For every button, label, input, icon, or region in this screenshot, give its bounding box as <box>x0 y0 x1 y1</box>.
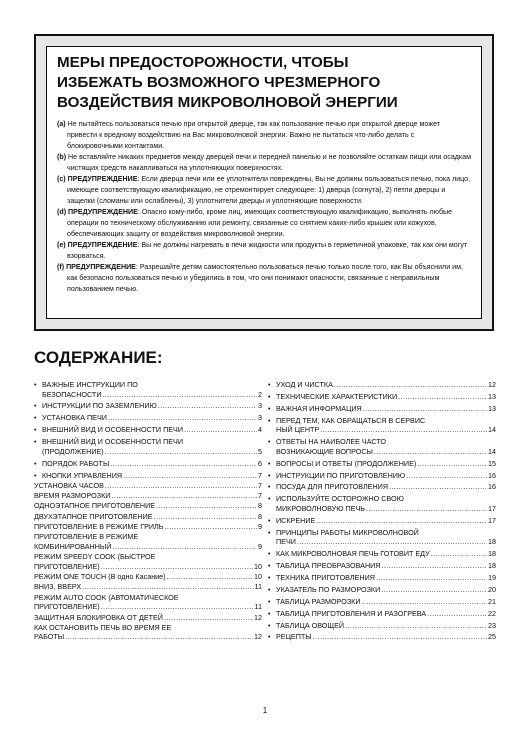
toc-entry[interactable] <box>268 609 496 619</box>
toc-entry[interactable] <box>268 482 496 492</box>
toc-entry-page: 17 <box>488 503 496 513</box>
toc-entry-page: 10 <box>254 561 262 571</box>
clause-text: Не вставляйте никаких предметов между дверцей печи и передней панелью и не позволяйте остаткам пищи или осадкам чистящих средств накапливаться на уплотняющих поверхностях. <box>67 153 471 172</box>
toc-entry[interactable] <box>34 425 262 435</box>
toc-entry-label: • ВНЕШНИЙ ВИД И ОСОБЕННОСТИ ПЕЧИ <box>42 425 183 435</box>
toc-leader-dots <box>320 425 487 435</box>
toc-entry[interactable] <box>268 459 496 469</box>
toc-entry-label: ПРИГОТОВЛЕНИЕ) <box>34 602 100 612</box>
toc-entry[interactable] <box>34 582 262 592</box>
toc-entry-label: • УХОД И ЧИСТКА <box>276 380 333 389</box>
clause-text: : Опасно кому-либо, кроме лиц, имеющих соответствующую квалификацию, выполнять любые операции по техническому обслуживанию или ремонту, связанные со снятием каких-либо крышек или кожухов, обеспечивающих защиту от воздействия микроволновой энергии. <box>67 208 453 238</box>
toc-entry-label: • ВОПРОСЫ И ОТВЕТЫ (ПРОДОЛЖЕНИЕ) <box>276 458 417 468</box>
toc-entry[interactable] <box>34 491 262 501</box>
toc-entry-page: 18 <box>488 561 496 571</box>
toc-title: СОДЕРЖАНИЕ: <box>34 348 163 367</box>
toc-entry-page: 12 <box>254 612 262 622</box>
warning-clause <box>57 240 471 262</box>
page-number: 1 <box>262 706 268 715</box>
toc-leader-dots <box>313 632 487 642</box>
toc-entry-page: 16 <box>488 482 496 492</box>
toc-entry-label: • ТЕХНИЧЕСКИЕ ХАРАКТЕРИСТИКИ <box>276 391 398 401</box>
toc-entry[interactable] <box>34 522 262 532</box>
toc-entry-label: • ПЕРЕД ТЕМ, КАК ОБРАЩАТЬСЯ В СЕРВИС <box>276 415 426 425</box>
toc-leader-dots <box>417 459 487 469</box>
clause-warning-label: ПРЕДУПРЕЖДЕНИЕ <box>67 241 138 249</box>
toc-leader-dots <box>101 602 254 612</box>
toc-leader-dots <box>156 501 257 511</box>
toc-entry-label: • ВНЕШНИЙ ВИД И ОСОБЕННОСТИ ПЕЧИ <box>42 437 183 447</box>
toc-column-right <box>268 380 496 644</box>
toc-entry-page: 3 <box>258 401 262 411</box>
toc-leader-dots <box>376 573 487 583</box>
clause-warning-label: ПРЕДУПРЕЖДЕНИЕ <box>67 175 138 183</box>
toc-entry-label: • ТАБЛИЦА РАЗМОРОЗКИ <box>276 596 361 606</box>
toc-entry-label: ВРЕМЯ РАЗМОРОЗКИ <box>34 491 111 501</box>
toc-entry[interactable] <box>268 404 496 414</box>
toc-entry-label: • КАК МИКРОВОЛНОВАЯ ПЕЧЬ ГОТОВИТ ЕДУ <box>276 549 430 559</box>
toc-entry[interactable] <box>34 572 262 582</box>
toc-entry[interactable] <box>34 401 262 411</box>
toc-entry-label: ПРИГОТОВЛЕНИЕ В РЕЖИМЕ ГРИЛЬ <box>34 522 164 532</box>
toc-entry-label: РЕЖИМ ONE TOUCH (В одно Касание) <box>34 572 166 582</box>
warning-clause <box>57 152 471 174</box>
warning-clause <box>57 262 471 295</box>
toc-entry-label: • ИСПОЛЬЗУЙТЕ ОСТОРОЖНО СВОЮ <box>276 494 404 504</box>
toc-entry-label: РЕЖИМ SPEEDY COOK (БЫСТРОЕ <box>34 552 156 562</box>
warning-clause <box>57 174 471 207</box>
toc-leader-dots <box>316 516 487 526</box>
toc-entry[interactable] <box>268 573 496 583</box>
toc-leader-dots <box>65 632 253 642</box>
warning-title <box>57 53 471 113</box>
toc-entry[interactable] <box>268 392 496 402</box>
toc-leader-dots <box>431 549 487 559</box>
toc-entry-page: 22 <box>488 608 496 618</box>
toc-entry-page: 7 <box>258 480 262 490</box>
warning-clauses <box>57 119 471 295</box>
warning-box <box>34 34 494 331</box>
toc-entry[interactable] <box>268 585 496 595</box>
toc-leader-dots <box>105 481 257 491</box>
toc-entry-label: МИКРОВОЛНОВУЮ ПЕЧЬ <box>276 503 365 513</box>
toc-leader-dots <box>123 471 257 481</box>
toc-entry-label: ПЕЧИ <box>276 537 296 547</box>
warning-panel <box>46 46 482 319</box>
toc-entry-page: 4 <box>258 425 262 435</box>
toc-entry[interactable] <box>34 532 262 551</box>
toc-entry-page: 19 <box>488 572 496 582</box>
toc-entry[interactable] <box>268 380 496 390</box>
toc-leader-dots <box>101 562 253 572</box>
toc-leader-dots <box>363 404 487 414</box>
toc-entry[interactable] <box>34 613 262 623</box>
toc-leader-dots <box>427 609 487 619</box>
toc-entry[interactable] <box>34 501 262 511</box>
toc-entry[interactable] <box>268 561 496 571</box>
toc-leader-dots <box>105 447 257 457</box>
toc-entry[interactable] <box>34 413 262 423</box>
toc-entry[interactable] <box>268 416 496 435</box>
toc-entry[interactable] <box>34 380 262 399</box>
toc-entry-label: ВОЗНИКАЮЩИЕ ВОПРОСЫ <box>276 446 373 456</box>
toc-entry-label: • ИНСТРУКЦИИ ПО ПРИГОТОВЛЕНИЮ <box>276 470 406 480</box>
toc-entry-label: НЫЙ ЦЕНТР <box>276 425 320 435</box>
toc-entry-label: • ТАБЛИЦА ПРИГОТОВЛЕНИЯ И РАЗОГРЕВА <box>276 608 427 618</box>
toc-leader-dots <box>112 542 257 552</box>
toc-leader-dots <box>297 537 487 547</box>
toc-entry-label: • УСТАНОВКА ПЕЧИ <box>42 413 107 423</box>
toc-entry[interactable] <box>34 459 262 469</box>
toc-leader-dots <box>184 425 257 435</box>
toc-entry-page: 8 <box>258 511 262 521</box>
toc-leader-dots <box>158 401 257 411</box>
toc-entry[interactable] <box>268 494 496 513</box>
clause-text: : Вы не должны нагревать в печи жидкости или продукты в герметичной упаковке, так как они могут взорваться. <box>67 241 468 260</box>
toc-leader-dots <box>366 504 487 514</box>
toc-entry[interactable] <box>268 549 496 559</box>
toc-leader-dots <box>345 621 487 631</box>
toc-leader-dots <box>111 491 257 501</box>
toc-entry-label: • РЕЦЕПТЫ <box>276 632 312 642</box>
toc-entry-label: КАК ОСТАНОВИТЬ ПЕЧЬ ВО ВРЕМЯ ЕЕ <box>34 622 172 632</box>
toc-column-left <box>34 380 262 644</box>
clause-warning-label: ПРЕДУПРЕЖДЕНИЕ <box>68 208 138 216</box>
clause-text: : Разрешайте детям самостоятельно пользоваться печью только после того, как Вы объяснили им, как безопасно пользоваться печью и убедились в том, что они понимают опасности, связанные с неправильным пользованием печью. <box>67 263 463 293</box>
toc-entry[interactable] <box>34 552 262 571</box>
toc-entry-label: КОМБИНИРОВАННЫЙ <box>34 541 112 551</box>
toc-entry-label: • ИНСТРУКЦИИ ПО ЗАЗЕМЛЕНИЮ <box>42 401 157 411</box>
toc-entry-page: 23 <box>488 620 496 630</box>
toc-entry-label: РЕЖИМ AUTO COOK (АВТОМАТИЧЕСКОЕ <box>34 592 179 602</box>
clause-marker: (c) <box>57 175 66 183</box>
toc-entry-label: РАБОТЫ <box>34 632 65 642</box>
toc-entry-page: 12 <box>488 380 496 389</box>
toc-entry-page: 11 <box>254 582 262 592</box>
toc-entry-label: ВНИЗ, ВВЕРХ <box>34 582 82 592</box>
toc-entry-page: 18 <box>488 549 496 559</box>
toc-entry-label: ПРИГОТОВЛЕНИЕ В РЕЖИМЕ <box>34 532 139 542</box>
toc-leader-dots <box>362 597 487 607</box>
toc-entry-label: • ВАЖНЫЕ ИНСТРУКЦИИ ПО <box>42 380 138 389</box>
clause-text: : Если дверца печи или ее уплотнители повреждены, Вы не должны пользоваться печью, пока лицо, имеющее соответствующую квалификацию, не отремонтирует следующее: 1) дверца (согнута), 2) петли дверцы и защелки (сломаны или ослаблены), 3) уплотнители дверцы и уплотняющие поверхности. <box>67 175 471 205</box>
toc-entry[interactable] <box>268 437 496 456</box>
toc-leader-dots <box>164 522 257 532</box>
toc-entry[interactable] <box>34 623 262 642</box>
warning-clause <box>57 207 471 240</box>
toc-entry-page: 14 <box>488 425 496 435</box>
toc-leader-dots <box>381 585 487 595</box>
toc-leader-dots <box>398 392 487 402</box>
clause-marker: (f) <box>57 263 65 271</box>
toc-leader-dots <box>382 561 488 571</box>
toc-entry-page: 7 <box>258 470 262 480</box>
toc-leader-dots <box>154 512 257 522</box>
toc-entry-label: • ВАЖНАЯ ИНФОРМАЦИЯ <box>276 403 362 413</box>
toc-leader-dots <box>108 413 257 423</box>
toc-entry-label: • ТАБЛИЦА ОВОЩЕЙ <box>276 620 345 630</box>
toc-entry-label: • ПРИНЦИПЫ РАБОТЫ МИКРОВОЛНОВОЙ <box>276 527 419 537</box>
toc-entry-page: 5 <box>258 446 262 456</box>
toc-entry[interactable] <box>268 471 496 481</box>
toc-leader-dots <box>389 482 487 492</box>
toc-entry-page: 15 <box>488 458 496 468</box>
toc-entry-label: • ОТВЕТЫ НА НАИБОЛЕЕ ЧАСТО <box>276 437 386 447</box>
toc-entry[interactable] <box>268 528 496 547</box>
toc-entry[interactable] <box>34 481 262 491</box>
toc-entry-page: 6 <box>258 458 262 468</box>
toc-entry-page: 8 <box>258 501 262 511</box>
toc-entry-label: ПРИГОТОВЛЕНИЕ) <box>34 561 100 571</box>
toc-entry-label: • ИСКРЕНИЕ <box>276 515 316 525</box>
toc-leader-dots <box>82 582 253 592</box>
toc-leader-dots <box>164 613 253 623</box>
toc-entry-label: • ПОСУДА ДЛЯ ПРИГОТОВЛЕНИЯ <box>276 482 389 492</box>
toc-entry-label: ДВУХЭТАПНОЕ ПРИГОТОВЛЕНИЕ <box>34 511 153 521</box>
toc-entry-label: БЕЗОПАСНОСТИ <box>42 389 102 399</box>
toc-leader-dots <box>103 390 258 400</box>
warning-title-line: ИЗБЕЖАТЬ ВОЗМОЖНОГО ЧРЕЗМЕРНОГО <box>57 74 381 91</box>
toc-entry-page: 11 <box>254 602 262 612</box>
clause-warning-label: ПРЕДУПРЕЖДЕНИЕ <box>66 263 136 271</box>
toc-entry-page: 25 <box>488 632 496 642</box>
toc-entry[interactable] <box>34 512 262 522</box>
toc-entry[interactable] <box>34 593 262 612</box>
toc-entry-page: 16 <box>488 470 496 480</box>
toc-entry-label: • ТЕХНИКА ПРИГОТОВЛЕНИЯ <box>276 572 375 582</box>
warning-title-line: ВОЗДЕЙСТВИЯ МИКРОВОЛНОВОЙ ЭНЕРГИИ <box>57 94 398 111</box>
warning-title-line: МЕРЫ ПРЕДОСТОРОЖНОСТИ, ЧТОБЫ <box>57 54 349 71</box>
clause-marker: (b) <box>57 153 67 161</box>
toc-entry-label: ОДНОЭТАПНОЕ ПРИГОТОВЛЕНИЕ <box>34 501 156 511</box>
toc-entry-page: 21 <box>488 596 496 606</box>
toc-entry-page: 14 <box>488 446 496 456</box>
toc-entry-label: ЗАЩИТНАЯ БЛОКИРОВКА ОТ ДЕТЕЙ <box>34 612 163 622</box>
toc-entry[interactable] <box>34 437 262 456</box>
toc-entry-page: 10 <box>254 572 262 582</box>
toc-entry-label: • УКАЗАТЕЛЬ ПО РАЗМОРОЗКИ <box>276 584 381 594</box>
toc-entry-page: 17 <box>488 515 496 525</box>
toc-entry-page: 3 <box>258 413 262 423</box>
toc-entry-page: 9 <box>258 522 262 532</box>
toc-entry[interactable] <box>268 621 496 631</box>
clause-text: Не пытайтесь пользоваться печью при открытой дверце, так как пользование печью при открытой дверце может привести к вредному воздействию на Вас микроволновой энергии. Важно не пытаться что-либо делать с блокировочными контактами. <box>67 120 440 150</box>
toc-entry-page: 13 <box>488 391 496 401</box>
toc-entry-page: 12 <box>254 632 262 642</box>
toc-entry-page: 2 <box>258 389 262 399</box>
toc-entry-page: 7 <box>258 491 262 501</box>
toc-entry-page: 9 <box>258 541 262 551</box>
clause-marker: (e) <box>57 241 66 249</box>
toc-entry-label: • ПОРЯДОК РАБОТЫ <box>42 458 110 468</box>
toc-entry-page: 18 <box>488 537 496 547</box>
toc-entry-label: • КНОПКИ УПРАВЛЕНИЯ <box>42 470 123 480</box>
toc-leader-dots <box>334 380 487 390</box>
toc-entry-page: 20 <box>488 584 496 594</box>
toc-leader-dots <box>110 459 257 469</box>
toc-entry[interactable] <box>268 516 496 526</box>
toc-entry[interactable] <box>268 597 496 607</box>
toc-leader-dots <box>167 572 253 582</box>
toc-entry-label: • ТАБЛИЦА ПРЕОБРАЗОВАНИЯ <box>276 561 381 571</box>
toc-leader-dots <box>374 447 487 457</box>
clause-marker: (d) <box>57 208 67 216</box>
clause-marker: (a) <box>57 120 66 128</box>
toc-entry-page: 13 <box>488 403 496 413</box>
toc-leader-dots <box>406 471 487 481</box>
warning-clause <box>57 119 471 152</box>
toc-entry-label: УСТАНОВКА ЧАСОВ <box>34 480 104 490</box>
toc-entry[interactable] <box>268 632 496 642</box>
toc-entry[interactable] <box>34 471 262 481</box>
toc-entry-label: (ПРОДОЛЖЕНИЕ) <box>42 446 104 456</box>
